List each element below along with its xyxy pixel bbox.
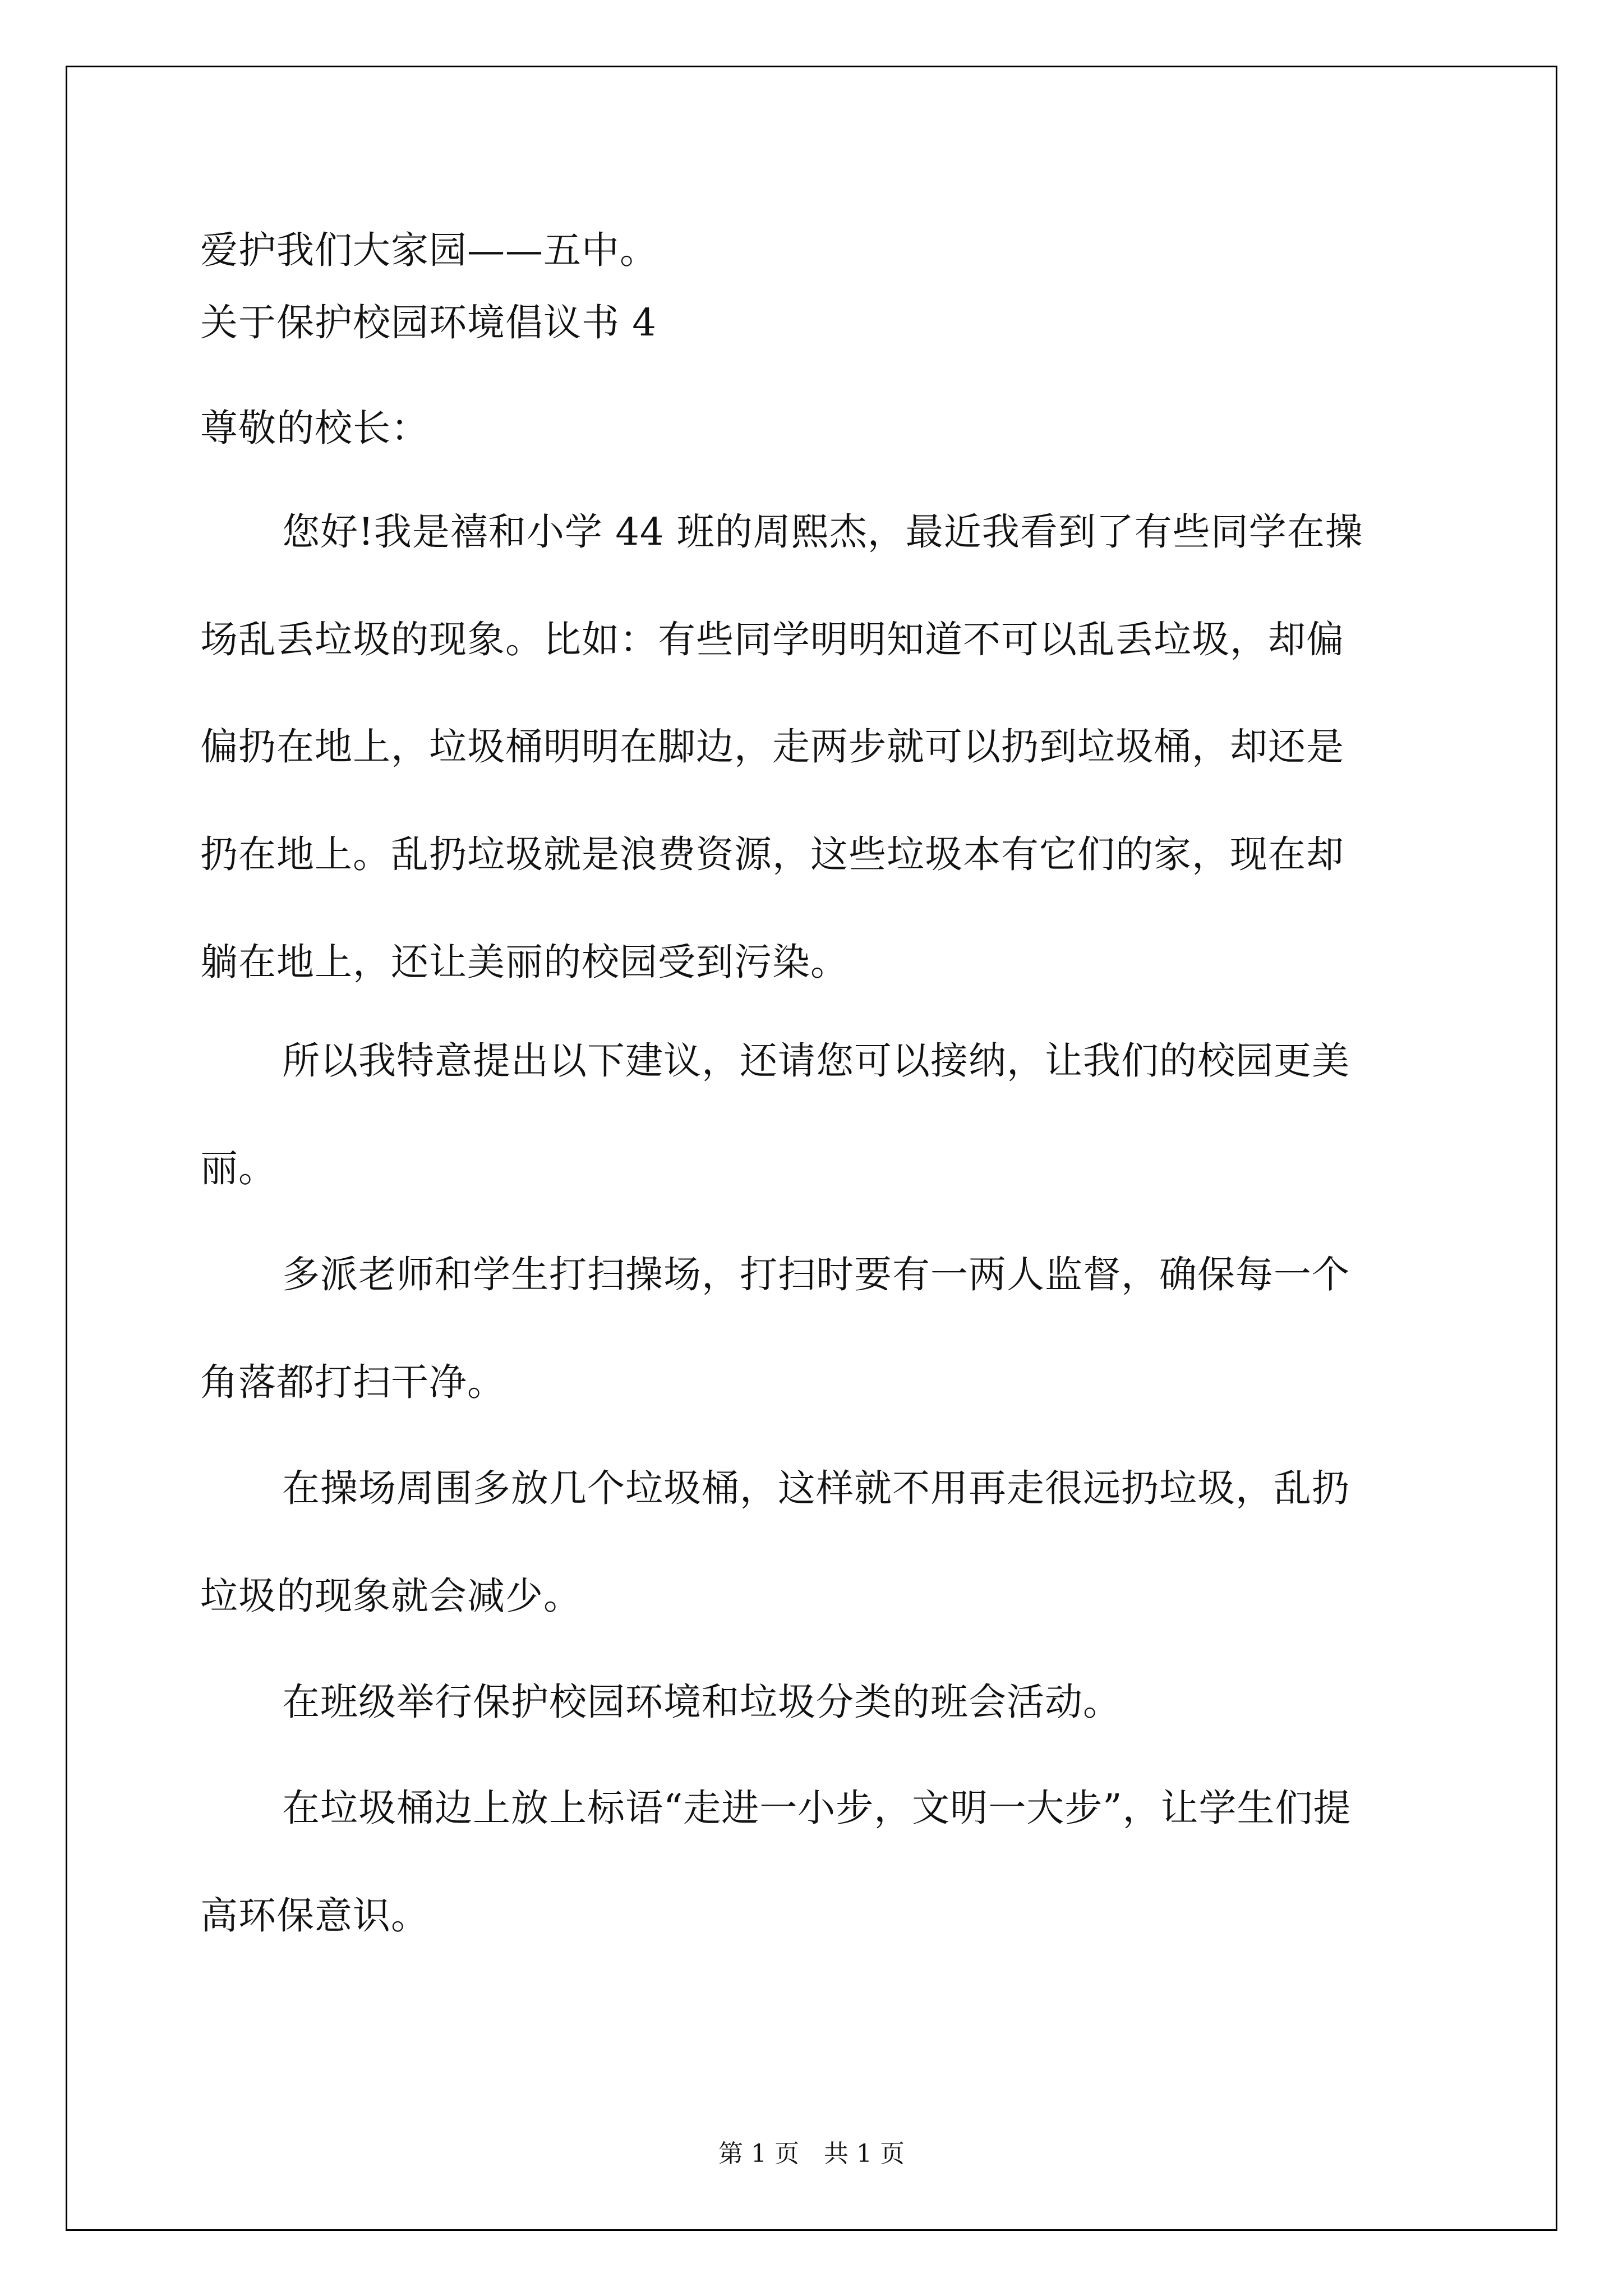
document-title: 关于保护校园环境倡议书 4 [200, 301, 657, 344]
paragraph-line: 您好!我是禧和小学 44 班的周熙杰，最近我看到了有些同学在操 [282, 510, 1363, 554]
paragraph-line: 场乱丢垃圾的现象。比如：有些同学明明知道不可以乱丢垃圾，却偏 [200, 618, 1344, 661]
paragraph-line: 在垃圾桶边上放上标语“走进一小步，文明一大步”，让学生们提 [282, 1786, 1352, 1830]
paragraph-line: 在班级举行保护校园环境和垃圾分类的班会活动。 [282, 1680, 1121, 1724]
paragraph-line: 在操场周围多放几个垃圾桶，这样就不用再走很远扔垃圾，乱扔 [282, 1466, 1350, 1510]
paragraph-line: 垃圾的现象就会减少。 [200, 1574, 582, 1618]
paragraph-line: 丽。 [200, 1147, 276, 1190]
paragraph-line: 多派老师和学生打扫操场，打扫时要有一两人监督，确保每一个 [282, 1253, 1350, 1296]
page-number: 第 1 页 共 1 页 [718, 2139, 905, 2168]
text-line: 爱护我们大家园——五中。 [200, 228, 658, 272]
paragraph-line: 高环保意识。 [200, 1894, 429, 1938]
paragraph-line: 角落都打扫干净。 [200, 1360, 505, 1404]
paragraph-line: 扔在地上。乱扔垃圾就是浪费资源，这些垃圾本有它们的家，现在却 [200, 832, 1344, 876]
page-footer [0, 2137, 1623, 2171]
paragraph-line: 躺在地上，还让美丽的校园受到污染。 [200, 940, 849, 984]
paragraph-line: 所以我特意提出以下建议，还请您可以接纳，让我们的校园更美 [282, 1039, 1350, 1083]
paragraph-line: 偏扔在地上，垃圾桶明明在脚边，走两步就可以扔到垃圾桶，却还是 [200, 725, 1344, 769]
salutation: 尊敬的校长： [200, 406, 429, 450]
